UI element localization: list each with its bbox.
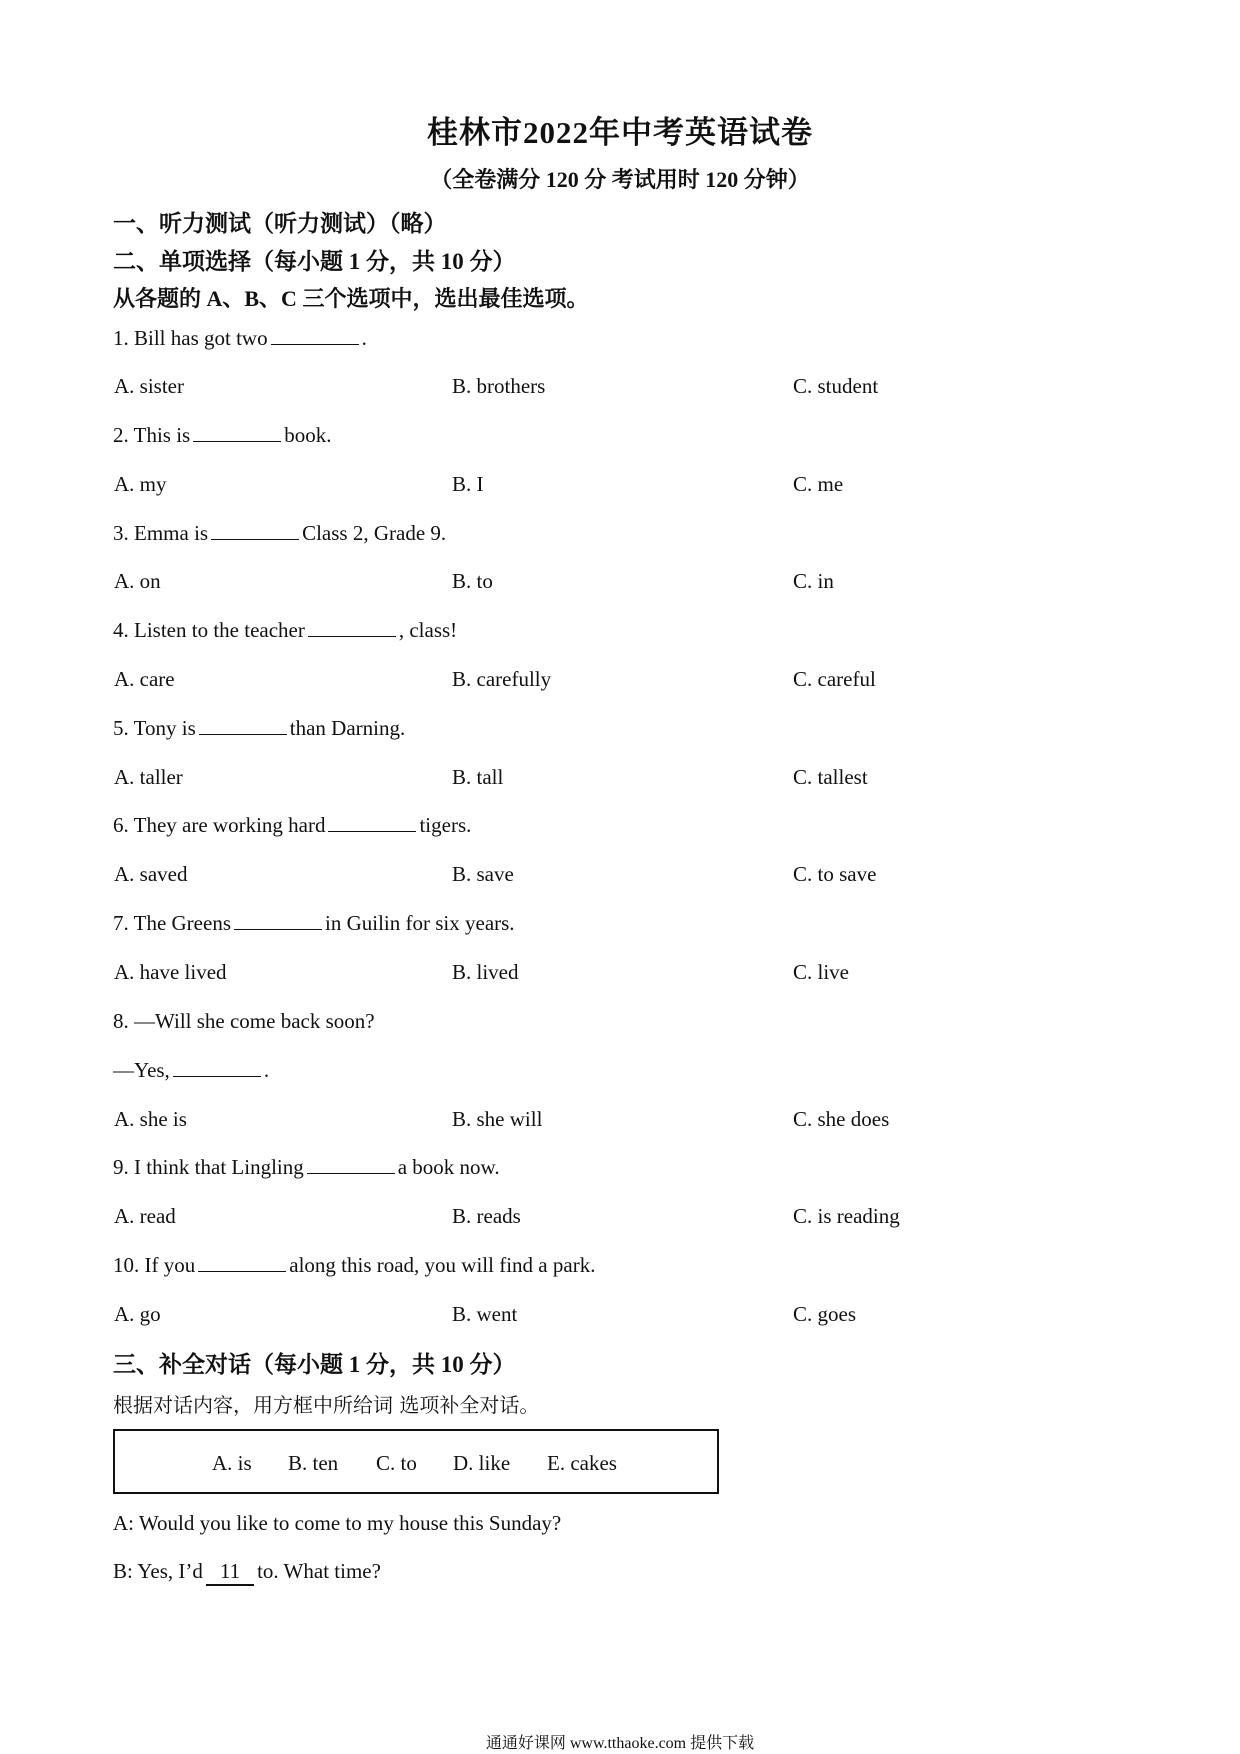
numbered-blank: 11 [206, 1559, 254, 1586]
option-a: A. my [114, 472, 167, 496]
option-b: B. she will [452, 1107, 543, 1131]
answer-blank [271, 326, 359, 345]
option-c: C. she does [793, 1107, 890, 1131]
question-text: in Guilin for six years. [325, 911, 515, 935]
question-text: a book now. [397, 1155, 500, 1179]
answer-blank [308, 618, 396, 637]
page-title: 桂林市2022年中考英语试卷 [427, 115, 813, 150]
answer-blank [307, 1155, 395, 1174]
option-a: A. on [114, 569, 161, 593]
option-b: B. to [452, 569, 493, 593]
answer-blank [193, 423, 281, 442]
section-1-heading: 一、听力测试（听力测试）（略） [113, 211, 447, 236]
question-text: book. [284, 423, 332, 447]
option-c: C. tallest [793, 765, 868, 789]
option-a: A. taller [114, 765, 183, 789]
option-a: A. sister [114, 374, 184, 398]
question-1 [113, 326, 367, 351]
option-c: C. student [793, 374, 879, 398]
option-b: B. tall [452, 765, 504, 789]
option-b: B. went [452, 1302, 518, 1326]
box-option: B. ten [288, 1451, 339, 1475]
question-text: 1. Bill has got two [113, 326, 268, 350]
option-b: B. carefully [452, 667, 552, 691]
option-b: B. lived [452, 960, 519, 984]
question-8 [113, 1009, 375, 1034]
dialogue-line-a: A: Would you like to come to my house this Sunday? [113, 1511, 562, 1535]
question-2 [113, 423, 331, 448]
question-text: Class 2, Grade 9. [302, 521, 447, 545]
word-box [113, 1429, 719, 1494]
option-a: A. read [114, 1204, 176, 1228]
question-text: tigers. [419, 813, 472, 837]
answer-blank [199, 716, 287, 735]
section-3-heading: 三、补全对话（每小题 1 分，共 10 分） [113, 1352, 516, 1377]
option-b: B. reads [452, 1204, 521, 1228]
option-c: C. me [793, 472, 844, 496]
question-text: along this road, you will find a park. [289, 1253, 596, 1277]
section-3-instruction: 根据对话内容，用方框中所给词 选项补全对话。 [113, 1393, 540, 1417]
question-text: 3. Emma is [113, 521, 209, 545]
question-text: . [263, 1058, 270, 1082]
question-text: 8. —Will she come back soon? [113, 1009, 375, 1033]
option-c: C. to save [793, 862, 877, 886]
question-text: 10. If you [113, 1253, 196, 1277]
answer-blank [211, 521, 299, 540]
answer-blank [234, 911, 322, 930]
question-text: 4. Listen to the teacher [113, 618, 305, 642]
question-6 [113, 813, 471, 838]
option-a: A. have lived [114, 960, 227, 984]
option-c: C. goes [793, 1302, 856, 1326]
option-b: B. I [452, 472, 484, 496]
option-c: C. careful [793, 667, 876, 691]
section-2-instruction: 从各题的 A、B、C 三个选项中，选出最佳选项。 [113, 286, 589, 311]
question-10 [113, 1253, 595, 1278]
question-text: , class! [398, 618, 458, 642]
question-text: 6. They are working hard [113, 813, 326, 837]
question-text: 5. Tony is [113, 716, 196, 740]
dialogue-text: to. What time? [257, 1559, 381, 1583]
option-c: C. in [793, 569, 834, 593]
option-a: A. she is [114, 1107, 187, 1131]
question-text: 9. I think that Lingling [113, 1155, 304, 1179]
question-text: . [361, 326, 367, 350]
answer-blank [173, 1058, 261, 1077]
question-text: 7. The Greens [113, 911, 231, 935]
box-option: E. cakes [547, 1451, 617, 1475]
box-option: A. is [212, 1451, 252, 1475]
option-b: B. save [452, 862, 514, 886]
option-c: C. live [793, 960, 849, 984]
question-7 [113, 911, 515, 936]
box-option: C. to [376, 1451, 417, 1475]
page-footer: 通通好课网 www.tthaoke.com 提供下载 [485, 1735, 755, 1752]
dialogue-text: B: Yes, I’d [113, 1559, 203, 1583]
option-a: A. go [114, 1302, 161, 1326]
question-text: than Darning. [289, 716, 406, 740]
answer-blank [328, 813, 416, 832]
question-text: —Yes, [113, 1058, 170, 1082]
answer-blank [198, 1253, 286, 1272]
question-8-reply [113, 1058, 269, 1083]
option-b: B. brothers [452, 374, 546, 398]
question-9 [113, 1155, 500, 1180]
question-text: 2. This is [113, 423, 191, 447]
question-5 [113, 716, 405, 741]
question-3 [113, 521, 446, 546]
dialogue-line-b [113, 1559, 381, 1586]
option-a: A. care [114, 667, 175, 691]
page-subtitle: （全卷满分 120 分 考试用时 120 分钟） [430, 167, 810, 192]
question-4 [113, 618, 457, 643]
option-c: C. is reading [793, 1204, 900, 1228]
section-2-heading: 二、单项选择（每小题 1 分，共 10 分） [113, 249, 516, 274]
box-option: D. like [453, 1451, 511, 1475]
option-a: A. saved [114, 862, 188, 886]
